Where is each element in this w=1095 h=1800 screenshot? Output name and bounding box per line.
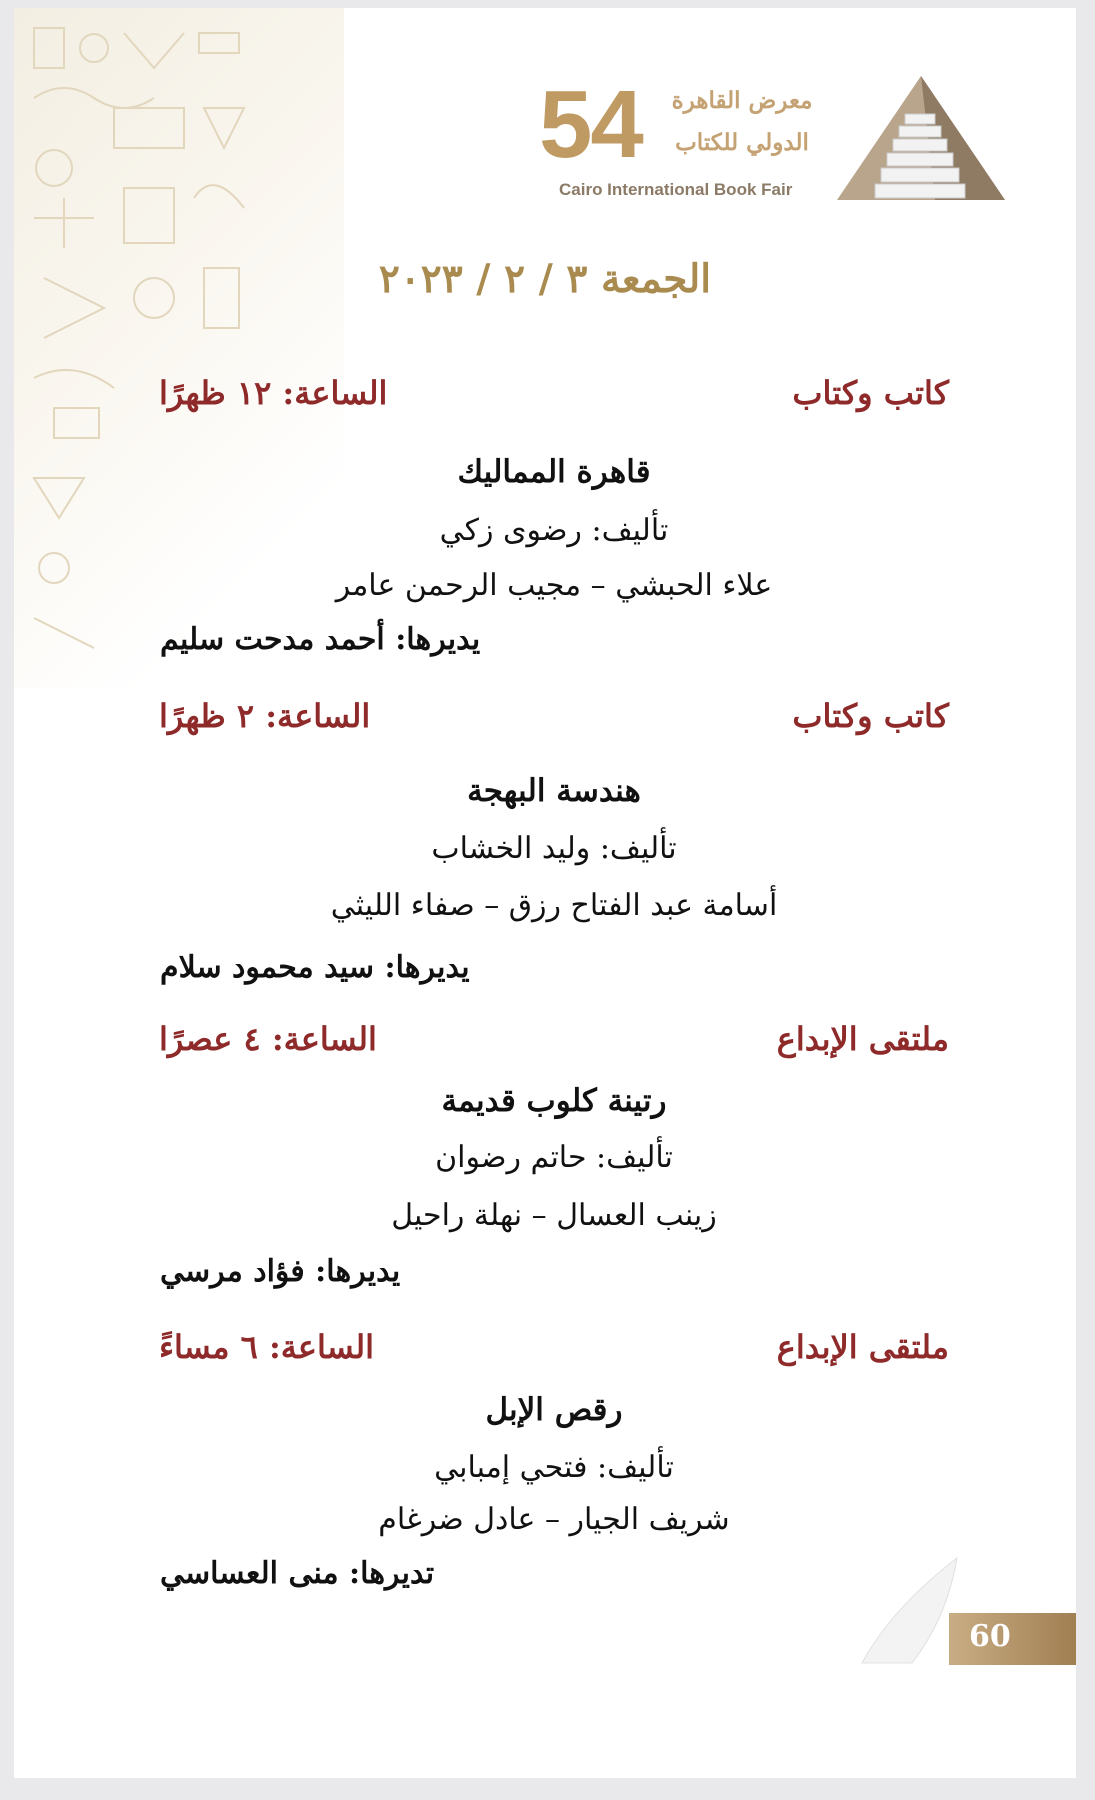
session-header [159, 693, 949, 739]
pyramid-icon [835, 74, 1007, 202]
session-speakers: شريف الجيار – عادل ضرغام [378, 1502, 730, 1537]
session-title: رتينة كلوب قديمة [441, 1083, 667, 1119]
session-time: الساعة: ٢ ظهرًا [159, 697, 371, 735]
session-moderator: يديرها: سيد محمود سلام [160, 950, 470, 985]
book-fair-logo [539, 70, 1009, 210]
logo-arabic-line2: الدولي للكتاب [675, 129, 809, 156]
session-moderator: يديرها: فؤاد مرسي [160, 1254, 401, 1289]
page-number: 60 [969, 1619, 1011, 1654]
session-title: قاهرة المماليك [457, 454, 651, 490]
session-speakers: زينب العسال – نهلة راحيل [391, 1198, 717, 1233]
page-curl-icon [852, 1548, 962, 1668]
session-category: كاتب وكتاب [792, 697, 949, 735]
session-category: ملتقى الإبداع [776, 1328, 949, 1366]
session-moderator: يديرها: أحمد مدحت سليم [160, 622, 481, 657]
session-time: الساعة: ١٢ ظهرًا [159, 374, 388, 412]
session-header [159, 1324, 949, 1370]
session-category: كاتب وكتاب [792, 374, 949, 412]
session-speakers: علاء الحبشي – مجيب الرحمن عامر [335, 568, 773, 603]
session-author: تأليف: فتحي إمبابي [434, 1450, 674, 1485]
logo-english-text: Cairo International Book Fair [559, 180, 793, 199]
logo-arabic-line1: معرض القاهرة [671, 87, 813, 114]
book-page [14, 8, 1076, 1778]
session-author: تأليف: رضوى زكي [439, 513, 669, 548]
session-author: تأليف: وليد الخشاب [431, 831, 677, 866]
session-category: ملتقى الإبداع [776, 1020, 949, 1058]
logo-arabic-text [667, 80, 817, 164]
session-moderator: تديرها: منى العساسي [160, 1556, 435, 1591]
logo-number: 54 [539, 71, 642, 178]
session-author: تأليف: حاتم رضوان [435, 1140, 673, 1175]
session-header [159, 370, 949, 416]
session-time: الساعة: ٦ مساءً [159, 1328, 374, 1366]
page-number-tab [949, 1613, 1076, 1665]
session-speakers: أسامة عبد الفتاح رزق – صفاء الليثي [330, 888, 778, 923]
page-date-heading: الجمعة ٣ / ٢ / ٢٠٢٣ [378, 256, 712, 302]
session-header [159, 1016, 949, 1062]
session-title: هندسة البهجة [467, 773, 641, 809]
session-time: الساعة: ٤ عصرًا [159, 1020, 377, 1058]
session-title: رقص الإبل [485, 1392, 623, 1428]
